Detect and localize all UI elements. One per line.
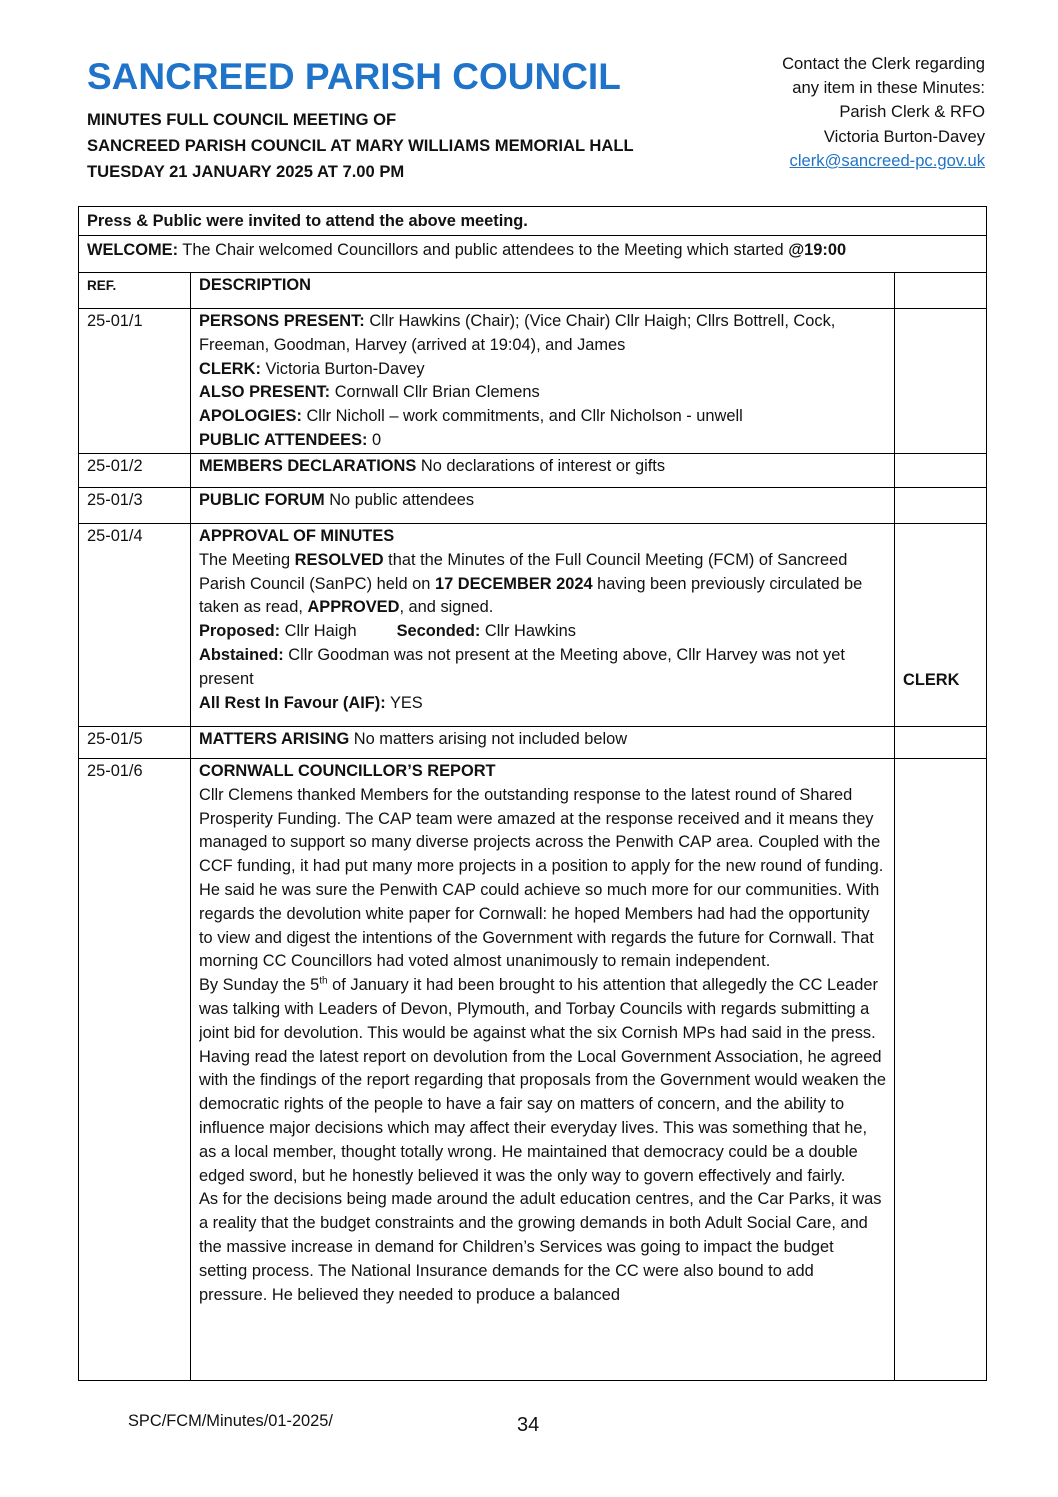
clerk-label: CLERK: — [199, 359, 261, 378]
item-text: No public attendees — [324, 491, 475, 509]
item-ref: 25-01/2 — [79, 454, 191, 488]
meeting-subtitle — [87, 107, 634, 185]
contact-line: Parish Clerk & RFO — [839, 102, 985, 122]
item-text: The Meeting — [199, 550, 295, 569]
table-row — [79, 309, 987, 454]
item-title: CORNWALL COUNCILLOR’S REPORT — [199, 762, 496, 780]
press-notice-row — [79, 207, 987, 236]
also-present-label: ALSO PRESENT: — [199, 383, 331, 402]
item-action — [895, 759, 987, 1381]
item-ref: 25-01/1 — [79, 309, 191, 454]
item-description — [191, 727, 895, 759]
abstained-label: Abstained: — [199, 645, 284, 664]
press-notice: Press & Public were invited to attend the above meeting. — [87, 212, 528, 230]
item-ref: 25-01/3 — [79, 488, 191, 524]
item-action — [895, 727, 987, 759]
footer-document-ref: SPC/FCM/Minutes/01-2025/ — [128, 1412, 333, 1430]
subtitle-line: MINUTES FULL COUNCIL MEETING OF — [87, 110, 397, 129]
minutes-table — [78, 206, 987, 1381]
seconded-label: Seconded: — [396, 622, 481, 641]
apologies-text: Cllr Nicholl – work commitments, and Cllr Nicholson - unwell — [301, 407, 743, 426]
item-ref: 25-01/5 — [79, 727, 191, 759]
item-action — [895, 454, 987, 488]
item-action — [895, 309, 987, 454]
table-row — [79, 727, 987, 759]
item-text: No declarations of interest or gifts — [416, 457, 666, 475]
report-paragraph: As for the decisions being made around the adult education centres, and the Car Parks, it was a reality that the budget constraints and the growing demands in both Adult Social Care, and the massive increase in demand for Children’s Services was going to impact the budget setting process. The National Insurance demands for the CC were also bound to add pressure. He believed they needed to produce a balanced — [199, 1190, 882, 1304]
public-attendees-text: 0 — [367, 430, 382, 449]
item-description — [191, 309, 895, 454]
report-paragraph: Cllr Clemens thanked Members for the outstanding response to the latest round of Shared Prosperity Funding. The CAP team were amazed at the response received and it means they managed to support so many diverse projects across the Penwith CAP area. Coupled with the CCF funding, it had put many more projects in a position to apply for the new round of funding. He said he was sure the Penwith CAP could achieve so much more for our communities. With regards the devolution white paper for Cornwall: he hoped Members had had the opportunity to view and digest the intentions of the Government with regards the future for Cornwall. That morning CC Councillors had voted almost unanimously to remain independent. — [199, 785, 884, 971]
page-number: 34 — [517, 1414, 540, 1436]
item-description — [191, 759, 895, 1381]
welcome-time: @19:00 — [788, 241, 847, 259]
public-attendees-label: PUBLIC ATTENDEES: — [199, 430, 368, 449]
persons-present-text: Cllr Hawkins (Chair); (Vice Chair) Cllr Haigh; Cllrs Bottrell, Cock, Freeman, Goodman, Harvey (arrived at 19:04), and James — [199, 312, 836, 354]
table-row — [79, 524, 987, 727]
item-ref: 25-01/4 — [79, 524, 191, 727]
contact-line: any item in these Minutes: — [792, 78, 985, 98]
councillor-report — [199, 760, 886, 1376]
aif-label: All Rest In Favour (AIF): — [199, 693, 386, 712]
column-header-description: DESCRIPTION — [199, 276, 312, 294]
header-row — [79, 273, 987, 309]
ordinal-suffix: th — [319, 975, 328, 987]
welcome-text: The Chair welcomed Councillors and public attendees to the Meeting which started — [178, 241, 789, 259]
also-present-text: Cornwall Cllr Brian Clemens — [330, 383, 540, 402]
item-title: MEMBERS DECLARATIONS — [199, 457, 417, 475]
item-description — [191, 488, 895, 524]
persons-present-label: PERSONS PRESENT: — [199, 312, 365, 330]
clerk-contact-block — [782, 52, 985, 173]
table-row — [79, 488, 987, 524]
item-description — [191, 454, 895, 488]
proposed-label: Proposed: — [199, 622, 281, 641]
table-row — [79, 759, 987, 1381]
report-paragraph: Having read the latest report on devolution from the Local Government Association, he agreed with the findings of the report regarding that proposals from the Government would weaken the democratic rights of the people to have a fair say on matters of concern, and the ability to influence major decisions which may affect their everyday lives. This was something that he, as a local member, thought totally wrong. He maintained that democracy could be a double edged sword, but he honestly believed it was the only way to govern effectively and fairly. — [199, 1047, 886, 1185]
aif-text: YES — [385, 693, 423, 712]
column-header-ref: REF. — [87, 278, 117, 293]
item-action: CLERK — [895, 524, 987, 727]
clerk-text: Victoria Burton-Davey — [260, 359, 425, 378]
item-text: having been previously circulated be taken as read, — [199, 574, 863, 617]
report-text: By Sunday the 5 — [199, 976, 320, 995]
abstained-text: Cllr Goodman was not present at the Meeting above, Cllr Harvey was not yet present — [199, 645, 845, 688]
report-paragraph — [199, 974, 886, 1045]
item-action — [895, 488, 987, 524]
item-text: that the Minutes of the Full Council Meeting (FCM) of Sancreed Parish Council (SanPC) held on — [199, 550, 848, 593]
welcome-row — [79, 236, 987, 273]
item-text: , and signed. — [399, 598, 494, 617]
contact-line: Victoria Burton-Davey — [823, 126, 985, 146]
item-title: MATTERS ARISING — [199, 730, 350, 748]
meeting-date: 17 DECEMBER 2024 — [434, 574, 593, 593]
proposed-text: Cllr Haigh — [280, 622, 357, 641]
subtitle-line: TUESDAY 21 JANUARY 2025 AT 7.00 PM — [87, 162, 405, 181]
item-description — [191, 524, 895, 727]
report-text: of January it had been brought to his attention that allegedly the CC Leader was talking with Leaders of Devon, Plymouth, and Torbay Councils with regards submitting a joint bid for devolution. This would be against what the six Cornish MPs had said in the press. — [199, 976, 878, 1042]
item-ref: 25-01/6 — [79, 759, 191, 1381]
welcome-label: WELCOME: — [87, 241, 179, 259]
resolved-keyword: RESOLVED — [294, 550, 384, 569]
seconded-text: Cllr Hawkins — [480, 622, 576, 641]
clerk-email-link[interactable]: clerk@sancreed-pc.gov.uk — [789, 150, 985, 170]
council-title: SANCREED PARISH COUNCIL — [87, 56, 621, 97]
approved-keyword: APPROVED — [307, 598, 400, 617]
table-row — [79, 454, 987, 488]
item-title: PUBLIC FORUM — [199, 491, 325, 509]
apologies-label: APOLOGIES: — [199, 407, 302, 426]
subtitle-line: SANCREED PARISH COUNCIL AT MARY WILLIAMS MEMORIAL HALL — [87, 136, 634, 155]
contact-line: Contact the Clerk regarding — [782, 54, 985, 73]
column-header-action — [895, 273, 987, 309]
item-title: APPROVAL OF MINUTES — [199, 527, 395, 545]
item-text: No matters arising not included below — [349, 730, 628, 748]
